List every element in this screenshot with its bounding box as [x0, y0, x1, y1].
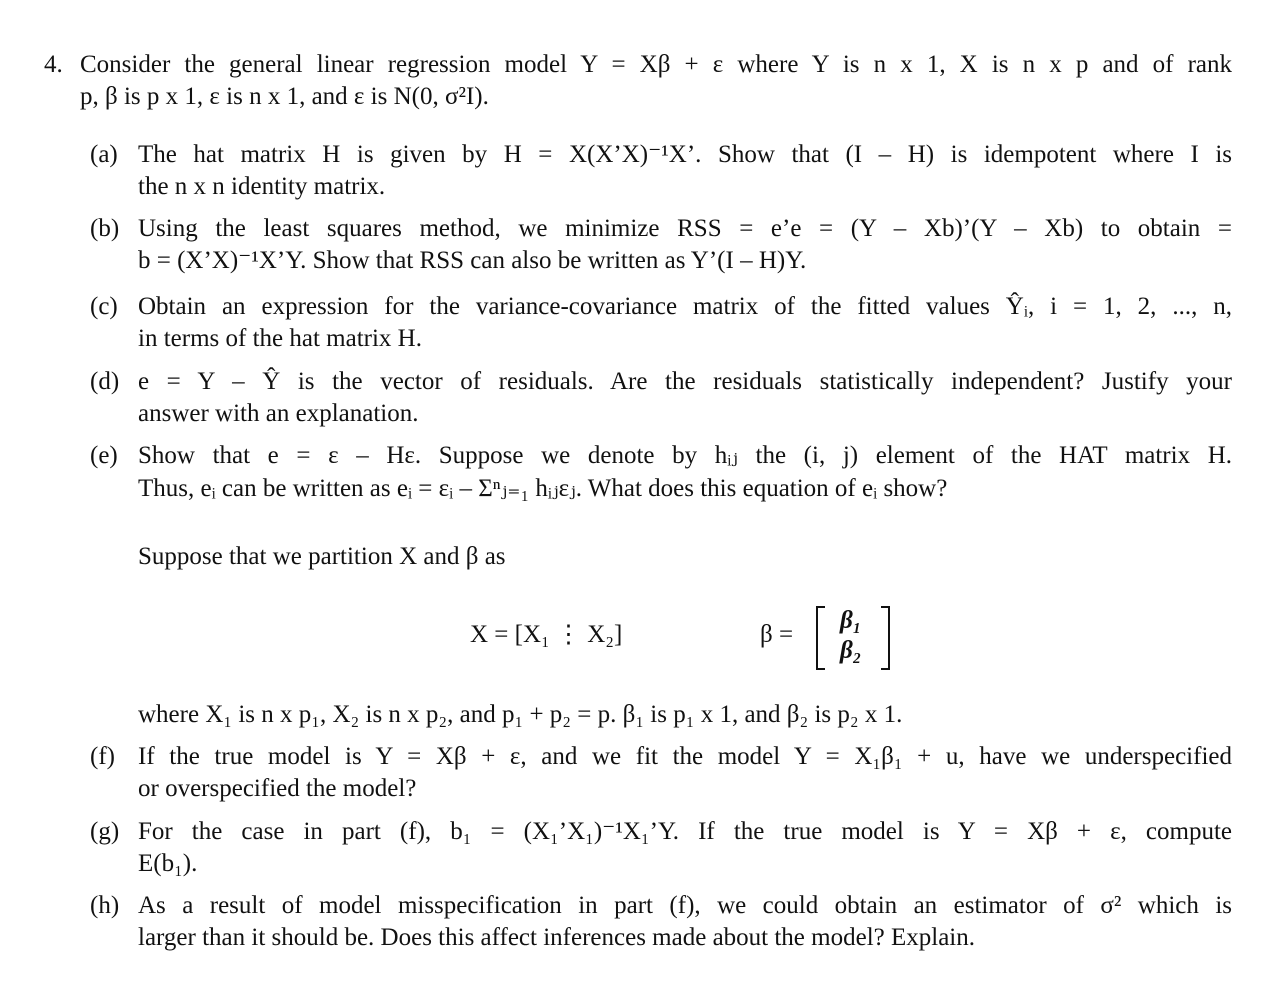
part-b-line-1: Using the least squares method, we minimize RSS = e’e = (Y – Xb)’(Y – Xb) to obtain =	[138, 215, 1232, 242]
part-g-line-1: For the case in part (f), b₁ = (X₁’X₁)⁻¹X₁’Y. If the true model is Y = Xβ + ε, compute	[138, 818, 1232, 845]
question-intro-line-1: Consider the general linear regression model Y = Xβ + ε where Y is n x 1, X is n x p and of rank	[80, 51, 1232, 78]
partition-intro: Suppose that we partition X and β as	[138, 543, 506, 570]
part-d-line-2: answer with an explanation.	[138, 400, 419, 427]
question-intro-line-2: p, β is p x 1, ε is n x 1, and ε is N(0, σ²I).	[80, 83, 489, 110]
part-g-label: (g)	[90, 818, 120, 845]
part-b-line-2: b = (X’X)⁻¹X’Y. Show that RSS can also be written as Y’(I – H)Y.	[138, 247, 807, 274]
part-f-line-2: or overspecified the model?	[138, 775, 417, 802]
part-g-line-2: E(b₁).	[138, 850, 198, 877]
part-f-line-1: If the true model is Y = Xβ + ε, and we fit the model Y = X₁β₁ + u, have we underspecified	[138, 743, 1232, 770]
equation-beta-lhs: β =	[760, 621, 794, 648]
part-c-line-2: in terms of the hat matrix H.	[138, 325, 422, 352]
part-h-line-2: larger than it should be. Does this affect inferences made about the model? Explain.	[138, 924, 975, 951]
beta-vector	[816, 606, 890, 670]
part-b-label: (b)	[90, 215, 120, 242]
part-a-line-2: the n x n identity matrix.	[138, 173, 386, 200]
part-a-line-1: The hat matrix H is given by H = X(X’X)⁻¹X’. Show that (I – H) is idempotent where I is	[138, 141, 1232, 168]
part-e-label: (e)	[90, 442, 118, 469]
part-e-line-1: Show that e = ε – Hε. Suppose we denote by hᵢⱼ the (i, j) element of the HAT matrix H.	[138, 442, 1232, 469]
beta-2: β₂	[840, 637, 862, 664]
question-number: 4.	[44, 51, 63, 78]
part-h-label: (h)	[90, 892, 120, 919]
equation-x-partition: X = [X₁ ⋮ X₂]	[470, 621, 623, 648]
part-e-line-2: Thus, eᵢ can be written as eᵢ = εᵢ – Σⁿⱼ₌₁ hᵢⱼεⱼ. What does this equation of eᵢ show?	[138, 475, 948, 502]
part-h-line-1: As a result of model misspecification in part (f), we could obtain an estimator of σ² which is	[138, 892, 1232, 919]
part-f-label: (f)	[90, 743, 115, 770]
partition-where: where X₁ is n x p₁, X₂ is n x p₂, and p₁ + p₂ = p. β₁ is p₁ x 1, and β₂ is p₂ x 1.	[138, 701, 903, 728]
part-d-line-1: e = Y – Ŷ is the vector of residuals. Are the residuals statistically independent? Justify your	[138, 368, 1232, 395]
part-a-label: (a)	[90, 141, 118, 168]
right-bracket	[881, 606, 890, 670]
part-c-line-1: Obtain an expression for the variance-covariance matrix of the fitted values Ŷᵢ, i = 1, 2, ..., n,	[138, 293, 1232, 320]
left-bracket	[816, 606, 825, 670]
part-c-label: (c)	[90, 293, 118, 320]
beta-1: β₁	[840, 607, 862, 634]
part-d-label: (d)	[90, 368, 120, 395]
